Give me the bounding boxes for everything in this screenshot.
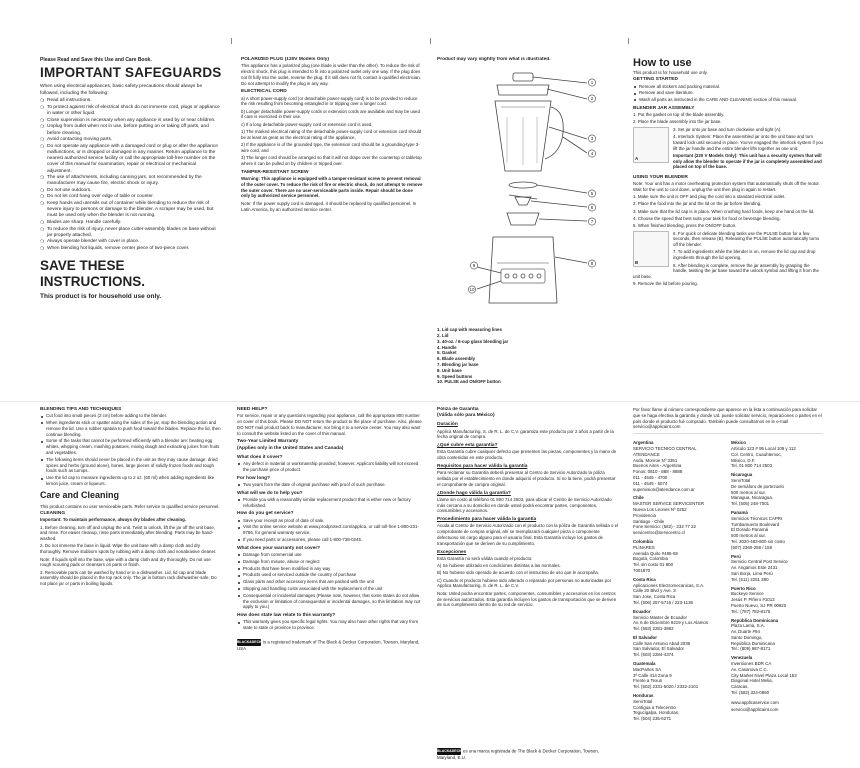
procedimiento-heading: Procedimiento para hacer válida la garantía <box>437 517 537 523</box>
cleaning-step: 1. Before cleaning, turn off and unplug the unit. Twist to unlock, lift the jar off the unit base, and rinse. For easier cleanup, rinse parts immediately after blending. Parts may be hand-washed. <box>40 524 216 542</box>
service-website[interactable]: www.applicaservice.com <box>731 699 779 705</box>
tips-heading: BLENDING TIPS AND TECHNIQUES <box>40 407 122 412</box>
center-line: MASTER SERVICE SERVICENTER <box>633 501 705 507</box>
jar-step-1: 1. Put the gasket on top of the blade assembly. <box>633 112 725 118</box>
center-line: Tel. (502) 2331-5020 / 2332-2101 <box>633 684 699 690</box>
center-line: Jesús P. Piñero #1013 <box>731 597 775 603</box>
tip-item: Some of the tasks that cannot be performed efficiently with a blender are: beating egg whites, whipping cream, mashing potatoes, mixing dough and extracting juices from fruits and vegetables. <box>40 438 222 455</box>
center-line: Nueva Los Leones Nº 0252 <box>633 506 687 512</box>
getting-started-item: Remove and save literature. <box>633 90 823 96</box>
tip-item: Use the lid cap to measure ingredients up to 2 oz. (60 ml) when adding ingredients like lemon juice, cream or liqueurs. <box>40 475 222 487</box>
electrical-panel <box>241 57 423 214</box>
service-centers-left <box>633 437 725 722</box>
country-name: Argentina <box>633 440 654 446</box>
cord-rule: 2) If the appliance is of the grounded type, the extension cord should be a grounding-type 3-wire cord, and <box>241 142 420 153</box>
unit-base-shape <box>489 237 557 303</box>
warranty-q5: What does your warranty not cover? <box>237 545 321 551</box>
center-line: City Market Nivel Plaza Local 153 <box>731 672 797 678</box>
excepcion-item: A) Se hubiese utilizado en condiciones distintas a las normales. <box>437 563 561 569</box>
part-label: 3. 40-oz. / 6-cup glass blending jar <box>437 338 509 344</box>
center-line: Caracas. <box>731 684 749 690</box>
read-note: Please Read and Save this Use and Care Book. <box>40 57 152 63</box>
care-cleaning-title: Care and Cleaning <box>40 489 120 500</box>
country-name: El Salvador <box>633 634 657 640</box>
warranty-q3: What will we do to help you? <box>237 490 303 496</box>
country-name: Chile <box>633 495 644 501</box>
country-name: Panamá <box>731 509 748 515</box>
tip-item: When ingredients stick or spatter along the sides of the jar, stop the blending action and remove the lid. Use a rubber spatula to push food toward the blades. Replace the lid, then continue blending. <box>40 420 222 437</box>
center-line: Tegucigalpa, Honduras, <box>633 710 680 716</box>
callout-number: 3 <box>590 136 594 142</box>
center-line: MacPartes SA <box>633 666 662 672</box>
poliza-panel <box>437 407 619 761</box>
service-center <box>731 510 823 551</box>
using-blender-heading: USING YOUR BLENDER <box>633 174 688 180</box>
center-line: supervision@atendance.com.ar <box>633 486 695 492</box>
exclusion-item: Damage from misuse, abuse or neglect <box>237 559 423 565</box>
center-line: México, D.F. <box>731 457 756 463</box>
parts-legend <box>437 327 619 385</box>
service-center <box>731 440 823 469</box>
service-item: Visit the online service website at www.prodprotect.com/applica, or call toll-free 1-800-231-9786, for general warranty service. <box>237 524 423 536</box>
center-line: SERVICIO TECNICO CENTRAL <box>633 445 697 451</box>
service-center <box>633 661 725 690</box>
center-line: 500 metros al sur. <box>731 489 766 495</box>
excepciones-intro: Esta Garantía no será válida cuando el producto: <box>437 555 533 561</box>
jar-step-4: 4. Interlock System: Place the assembled jar onto the unit base and turn toward lock until secured in place. You've engaged the interlock system if you lift the jar handle and the entire blender lifts together as one unit. <box>673 133 823 151</box>
center-line: ATENDANCE <box>633 451 660 457</box>
safeguards-title: IMPORTANT SAFEGUARDS <box>40 65 222 81</box>
center-line: 500 metros al sur. <box>731 533 766 539</box>
fold-mark <box>231 38 232 44</box>
center-line: Tel. (504) 235-6271 <box>633 716 672 722</box>
service-centers <box>633 437 823 722</box>
center-line: Col. Centro, Cuauhtemoc, <box>731 451 782 457</box>
poliza-title: Póliza de Garantía <box>437 407 479 412</box>
duracion-text: Applica Manufacturing, S. de R. L. de C.V. garantiza este producto por 2 años a partir de la fecha original de compra. <box>437 428 614 440</box>
safeguards-list <box>40 98 222 252</box>
service-center <box>633 495 725 536</box>
center-line: Asda. Monroe Nº 3351 <box>633 457 678 463</box>
service-centers-panel <box>633 407 823 722</box>
parts-panel <box>437 57 619 385</box>
safeguard-item: ❍ Close supervision is necessary when any appliance is used by or near children. <box>40 118 222 124</box>
use-step: 2. Place the food into the jar and the lid on the jar before blending. <box>633 201 762 207</box>
blender-illustration <box>437 67 619 325</box>
center-line: Tel. 3020-483-800 sin costo <box>731 538 785 544</box>
household-note: This product is for household use only. <box>40 293 162 301</box>
safeguards-intro: When using electrical appliances, basic safety precautions should always be followed, including the following: <box>40 84 203 96</box>
center-line: Tel. (582) 324-0860 <box>731 690 770 696</box>
service-center <box>731 618 823 653</box>
country-name: Puerto Rico <box>731 585 756 591</box>
center-line: Calle 20 Blvd y Ave. 3 <box>633 588 676 594</box>
safeguard-item: ❍ To reduce the risk of injury, never place cutter-assembly blades on base without jar properly attached. <box>40 227 222 239</box>
tip-item: Cut food into small pieces (2 cm) before adding to the blender. <box>40 413 222 419</box>
safeguard-item: ❍ When blending hot liquids, remove center piece of two-piece cover. <box>40 246 222 252</box>
duracion-heading: Duración <box>437 422 458 428</box>
center-line: ServiTotal <box>633 698 653 704</box>
exclusion-item: Glass parts and other accessory items that are packed with the unit <box>237 579 423 585</box>
cord-rule: c) If a long detachable power-supply cord or extension cord is used, <box>241 121 373 127</box>
center-line: 011 - 4545 - 4700 <box>633 474 668 480</box>
center-line: De semáforo de portezuelo <box>731 483 784 489</box>
service-center <box>731 586 823 615</box>
warranty-a6: This warranty gives you specific legal rights. You may also have other rights that vary from state to state or province to province. <box>237 619 423 631</box>
safeguard-item: ❍ Read all instructions. <box>40 98 222 104</box>
warranty-q4: How do you get service? <box>237 511 294 517</box>
warranty-q2: For how long? <box>237 475 271 481</box>
center-line: San Salvador, El Salvador <box>633 646 685 652</box>
care-intro: This product contains no user serviceable parts. Refer service to qualified service personnel. <box>40 503 220 509</box>
handle-shape <box>545 107 563 159</box>
center-line: Av. Casanova C.C. <box>731 666 768 672</box>
service-center <box>731 655 823 696</box>
callout-number: 9 <box>472 263 476 269</box>
country-name: Colombia <box>633 538 654 544</box>
center-line: Fonos: 0810 - 888 - 8888 <box>633 469 683 475</box>
save-instructions-title: SAVE THESE INSTRUCTIONS. <box>40 258 146 290</box>
safeguard-item: ❍ Keep hands and utensils out of container while blending to reduce the risk of severe injury to persons or damage to the blender. A scraper may be used, but must be used only when the blender is not running. <box>40 201 222 220</box>
lid-shape <box>497 85 549 95</box>
horizontal-fold <box>0 401 860 402</box>
how-to-use-panel <box>633 57 823 289</box>
center-line: Tel. (511) 2251 380 <box>731 576 769 582</box>
part-label: 4. Handle <box>437 344 457 350</box>
center-line: Tel. (503) 2284-4374 <box>633 652 674 658</box>
country-name: Perú <box>731 553 741 559</box>
center-line: Servicio Central Post Service <box>731 559 788 565</box>
center-line: Providencia <box>633 512 656 518</box>
service-center <box>633 635 725 658</box>
callout-number: 4 <box>590 151 594 157</box>
cleaning-important: Important: To maintain performance, always dry blades after cleaning. <box>40 517 187 523</box>
warranty-q6: How does state law relate to this warranty? <box>237 613 336 619</box>
center-line: Calle San Antonio Abad 2038 <box>633 640 691 646</box>
warranty-heading: Two-Year Limited Warranty <box>237 439 299 445</box>
service-center <box>731 554 823 583</box>
use-step: 5. When finished blending, press the ON/OFF button. <box>633 223 737 229</box>
tip-item: The following items should never be placed in the unit as they may cause damage: dried spices and herbs (ground alone), bones, large pieces of solidly frozen foods and tough foods such as turnips. <box>40 457 222 474</box>
center-line: Puerto Nuevo, SJ PR 00920 <box>731 602 787 608</box>
country-name: Nicaragua <box>731 472 753 478</box>
jar-step-3: 3. Set jar onto jar base and turn clockwise until tight (A). <box>673 126 782 132</box>
center-line: Tel. (506) 257-5716 / 223-1136 <box>633 599 693 605</box>
service-center <box>633 440 725 492</box>
use-step-8: 8. After blending is complete, remove the jar assembly by grasping the handle, twisting the jar base toward the unlock symbol and lifting it from the unit base. <box>633 262 819 280</box>
safeguard-item: ❍ Avoid contacting moving parts. <box>40 137 222 143</box>
part-label: 1. Lid cap with measuring lines <box>437 327 502 333</box>
fold-mark <box>628 38 629 44</box>
cleaning-heading: CLEANING <box>40 511 66 517</box>
warranty-a2: Two years from the date of original purchase with proof of such purchase. <box>237 482 423 488</box>
donde-text: Llame sin costo al teléfono 01 800 714 2503, para ubicar el Centro de Servicio Autorizado más cercano a su domicilio en donde usted podrá encontrar partes, componentes, consumibles y accesorios. <box>437 496 612 514</box>
center-line: República Dominicana <box>731 640 775 646</box>
cord-rule: 1) The marked electrical rating of the detachable power-supply cord or extension cord should be at least as great as the electrical rating of the appliance, <box>241 129 422 140</box>
exclusion-item: Damage from commercial use <box>237 552 423 558</box>
service-list <box>237 518 423 543</box>
center-line: Santiago - Chile <box>633 518 665 524</box>
center-line: Diagonal Hotel Melia, <box>731 678 773 684</box>
tamper-screw-heading: TAMPER-RESISTANT SCREW <box>241 169 309 175</box>
service-item: If you need parts or accessories, please call 1-800-738-0245. <box>237 537 423 543</box>
center-line: Contigua a Telecentro <box>633 704 676 710</box>
center-line: Tel. 01 800 714 2503 <box>731 463 773 469</box>
cord-rule: b) Longer detachable power-supply cords or extension cords are available and may be used if care is exercised in their use. <box>241 108 420 120</box>
center-line: Av. Angamos Este 2431 <box>731 565 778 571</box>
center-line: Servicios Técnicos CAPRI <box>731 515 783 521</box>
center-line: Avenida Quito #486-59 <box>633 550 678 556</box>
center-line: Plaza Lama, S.A. <box>731 623 765 629</box>
callout-number: 5 <box>590 191 594 197</box>
blender-diagram <box>437 67 619 325</box>
service-email[interactable]: servicio@applicaint.com <box>731 707 779 713</box>
using-steps <box>633 194 823 229</box>
callout-number: 10 <box>469 287 475 293</box>
center-line: ServiTotal <box>731 477 751 483</box>
country-name: Ecuador <box>633 608 651 614</box>
warranty-a1: Any defect in material or workmanship provided; however, Applica's liability will not exceed the purchase price of product. <box>237 461 423 473</box>
center-line: Tel. (593) 2281-3882 <box>633 626 674 632</box>
center-line: Bogotá, Colombia <box>633 556 668 562</box>
part-label: 6. Blade assembly <box>437 356 476 362</box>
service-center <box>633 539 725 574</box>
getting-started-heading: GETTING STARTED <box>633 77 678 83</box>
lid-cap-shape <box>513 73 533 81</box>
callout-number: 7 <box>590 219 594 225</box>
cord-rule: a) A short power-supply cord (or detachable power-supply cord) is to be provided to reduce the risk resulting from becoming entangled in or tripping over a longer cord. <box>241 95 418 107</box>
center-line: Tumbamuerto Boulevard <box>731 521 780 527</box>
center-line: Inversiones BDR CA <box>731 661 772 667</box>
cord-note: Note: If the power supply cord is damaged, it should be replaced by qualified personnel. In Latin America, by an authorized service center. <box>241 201 417 213</box>
exclusion-item: Shipping and handling costs associated with the replacement of the unit <box>237 586 423 592</box>
use-step-9: 9. Remove the lid before pouring. <box>633 281 698 287</box>
polarized-plug-heading: POLARIZED PLUG (120V Models Only) <box>241 57 329 62</box>
center-line: Av. Duarte #94 <box>731 629 760 635</box>
country-name: República Dominicana <box>731 617 779 623</box>
center-line: PLINARES <box>633 544 655 550</box>
center-line: 011 - 4545 - 5074 <box>633 480 668 486</box>
center-line: El Dorado Panamá <box>731 527 769 533</box>
callout-number: 2 <box>590 96 594 102</box>
black-decker-logo: BLACK&DECKER <box>437 749 467 754</box>
exclusions-list <box>237 552 423 610</box>
warranty-panel <box>237 407 423 652</box>
electrical-cord-list <box>241 96 423 167</box>
service-item: Save your receipt as proof of date of sale. <box>237 518 423 524</box>
center-line: 3ª Calle 414 Zona 9 <box>633 672 672 678</box>
center-line: 7001870 <box>633 567 651 573</box>
center-line: Articulo 123 # 95 Local 109 y 112 <box>731 445 796 451</box>
exclusion-item: Consequential or incidental damages (Please note, however, that some states do not allow the exclusion or limitation of consequential or incidental damages, so this limitation may not apply to you.) <box>237 593 423 610</box>
jar-important: Important (220 V Models Only): This unit has a security system that will only allow the blender to operate if the jar is completely assembled and placed on top of the base. <box>673 152 822 170</box>
callout-number: 8 <box>590 261 594 267</box>
use-step-6: 6. For quick or delicate blending tasks use the PULSE button for a few seconds, then release (B). Releasing the PULSE button automatically turns off the blender. <box>673 230 820 248</box>
callout-number: 1 <box>590 80 594 86</box>
part-label: 2. Lid <box>437 333 449 338</box>
excepciones-note: Nota: Usted podra encontrar partes, componentes, consumibles y accesorios en los centros de servicios autorizados. Esta garantía incluyen los gastos de transportación que se deriven de sus cumplimiento dentro de su red de servicio. <box>437 590 617 608</box>
center-line: Tel. (505) 248-7001 <box>731 501 770 507</box>
electrical-cord-heading: ELECTRICAL CORD <box>241 89 287 95</box>
center-line: Fone Servicio: (582) - 232 77 22 <box>633 524 696 530</box>
part-label: 5. Gasket <box>437 350 457 356</box>
cord-rule: 3) The longer cord should be arranged so that it will not drape over the countertop or tabletop where it can be pulled on by children or tripped over. <box>241 155 422 167</box>
figure-a: A <box>633 127 669 163</box>
center-line: Tel. sin costo 01 800 <box>633 562 674 568</box>
tips-list <box>40 413 222 487</box>
service-center <box>633 609 725 632</box>
getting-started-list <box>633 84 823 103</box>
center-line: San Jose, Costa Rica <box>633 594 676 600</box>
use-step: 4. Choose the speed that best suits your task for food or beverage blending. <box>633 215 781 221</box>
service-intro: Por favor llame al número correspondiente que aparece en la lista a continuación para solicitar que se haga efectiva la garantía y donde Ud. puede solicitar servicio, reparaciones o partes en el país donde el producto fué comprado. También puede consultarnos en le e-mail servicio@applicaint.com <box>633 407 823 434</box>
requisitos-heading: Requisitos para hacer válida la garantía <box>437 464 528 469</box>
country-name: Venezuela <box>731 655 753 661</box>
procedimiento-text: Acuda al Centro de Servicio Autorizado con el producto con la póliza de Garantía sellada o el comprobante de compra original, ahí se reemplazará cualquier pieza o componente defectuoso sin cargo alguno para el usuario final. Esta Garantía incluye los gastos de transportación que se deriven de su cumplimiento. <box>437 523 619 546</box>
center-line: Frente a Texun <box>633 678 663 684</box>
safeguard-item: ❍ Blades are sharp. Handle carefully. <box>40 220 222 226</box>
safeguard-item: ❍ To protect against risk of electrical shock do not immerse cord, plugs or appliance in water or other liquid. <box>40 105 222 117</box>
safeguard-item: ❍ The use of attachments, including canning jars, not recommended by the manufacturer may cause fire, electric shock or injury. <box>40 175 222 187</box>
trademark-line: BLACK&DECKERis a registered trademark of The Black & Decker Corporation, Towson, Maryland, USA <box>237 639 420 651</box>
center-line: Aplicaciones Electromecanicas, S.A. <box>633 582 705 588</box>
donde-heading: ¿Donde hago válida la garantía? <box>437 490 511 496</box>
jar-step-2: 2. Place the blade assembly into the jar base. <box>633 119 722 125</box>
warranty-scope: (Applies only in the United States and Canada) <box>237 445 344 451</box>
product-varies-note: Product may vary slightly from what is illustrated. <box>437 57 551 62</box>
polarized-plug-text: This appliance has a polarized plug (one blade is wider than the other). To reduce the risk of electric shock, this plug is intended to fit into a polarized outlet only one way. If the plug does not fit fully into the outlet, reverse the plug. If it still does not fit, contact a qualified electrician. Do not attempt to modify the plug in any way. <box>241 63 421 86</box>
excepcion-item: B) No hubiese sido operado de acuerdo con el instructivo de uso que le acompaña. <box>437 570 600 576</box>
getting-started-item: Wash all parts as instructed in the CARE AND CLEANING section of this manual. <box>633 97 823 103</box>
country-name: México <box>731 440 746 446</box>
cubre-heading: ¿Qué cubre esta garantía? <box>437 443 498 449</box>
cubre-text: Esta Garantía cubre cualquier defecto que presenten las piezas, componentes y la mano de obra contenidas en este producto. <box>437 449 617 461</box>
country-name: Guatemala <box>633 661 656 667</box>
safeguard-item: ❍ Do not let cord hang over edge of table or counter. <box>40 194 222 200</box>
safeguard-item: ❍ Always operate blender with cover in place. <box>40 239 222 245</box>
fold-mark <box>430 38 431 44</box>
country-name: Honduras <box>633 693 654 699</box>
safeguards-panel <box>40 57 222 301</box>
exclusion-item: Products that have been modified in any way <box>237 566 423 572</box>
overheating-note: Note: Your unit has a motor overheating protection system that automatically shuts off the motor. Wait for the unit to cool down, unplug the unit then plug in again to restart. <box>633 180 820 192</box>
service-center <box>633 693 725 722</box>
cleaning-note: Note: If liquids spill into the base, wipe with a damp cloth and dry thoroughly. Do not use rough scouring pads or cleansers on parts or finish. <box>40 556 211 568</box>
service-center <box>731 472 823 507</box>
safeguard-item: ❍ Unplug from outlet when not in use, before putting on or taking off parts, and before cleaning. <box>40 124 222 136</box>
excepciones-list <box>437 563 619 589</box>
center-line: Buckeye Service <box>731 591 764 597</box>
household-only: This product is for household use only. <box>633 70 708 75</box>
excepcion-item: C) Cuando el producto hubiese sido alterado o reparado por personas no autorizadas por Applica Manufacturing, S. de R. L. de C.V. <box>437 577 612 589</box>
jar-base-shape <box>507 213 539 225</box>
gasket-shape <box>509 182 537 188</box>
use-step-7: 7. To add ingredients while the blender is on, remove the lid cap and drop ingredients through the lid opening. <box>673 249 816 261</box>
figure-b: B <box>633 231 669 267</box>
center-line: San Borja, Lima Perú <box>731 570 773 576</box>
need-help-heading: NEED HELP? <box>237 407 268 412</box>
country-name: Costa Rica <box>633 576 656 582</box>
jar-assembly-heading: BLENDER JAR ASSEMBLY <box>633 105 695 111</box>
cleaning-steps <box>40 525 222 555</box>
how-to-use-title: How to use <box>633 57 692 69</box>
use-step: 1. Make sure the unit is OFF and plug the cord into a standard electrical outlet. <box>633 194 786 200</box>
need-help-text: For service, repair or any questions regarding your appliance, call the appropriate 800 number on cover of this book. Please DO NOT return the product to the place of purchase. Also, please DO NOT mail product back to manufacturer, nor bring it to a service center. You may also want to consult the website listed on the cover of this manual. <box>237 413 422 436</box>
center-line: Buenos Aires - Argentina <box>633 463 682 469</box>
center-line: Tel.: (809) 687-8171 <box>731 646 771 652</box>
tips-care-panel <box>40 407 222 589</box>
center-line: Servicio Master de Ecuador <box>633 614 687 620</box>
excepciones-heading: Excepciones <box>437 549 467 555</box>
center-line: Tel.: (787) 782-8175 <box>731 608 771 614</box>
part-label: 7. Blending jar base <box>437 361 479 367</box>
center-line: Managua, Nicaragua. <box>731 495 773 501</box>
cleaning-step: 2. Do not immerse the base in liquid. Wipe the unit base with a damp cloth and dry thoroughly. Remove stubborn spots by rubbing with a damp cloth and nonabrasive cleaner. <box>40 543 217 555</box>
center-line: (507) 2360-258 / 159 <box>731 544 773 550</box>
warranty-a3: Provide you with a reasonably similar replacement product that is either new or factory refurbished. <box>237 497 423 509</box>
trademark-line-es: BLACK&DECKERes una marca registrada de The Black & Decker Corporation, Towson, Maryland, E.U. <box>437 748 600 761</box>
part-label: 10. PULSE and ON/OFF button <box>437 379 501 385</box>
safeguard-item: ❍ Do not operate any appliance with a damaged cord or plug or after the appliance malfunctions, or is dropped or damaged in any manner. Return appliance to the nearest authorized service facility or call the appropriate toll-free number on the cover of this manual for examination, repair or electrical or mechanical adjustment. <box>40 144 222 175</box>
center-line: Av. 6 de Diciembre 9219 y Los Alamos <box>633 620 709 626</box>
black-decker-logo: BLACK&DECKER <box>237 639 267 644</box>
service-center <box>633 577 725 606</box>
part-label: 8. Unit base <box>437 367 462 373</box>
safeguard-item: ❍ Do not use outdoors. <box>40 188 222 194</box>
getting-started-item: Remove all stickers and packing material. <box>633 84 823 90</box>
requisitos-text: Para reclamar su Garantía deberá presentar al Centro de Servicio Autorizado la póliza sellada por el establecimiento en donde adquirió el producto. Si no la tiene, podrá presentar el comprobante de compra original. <box>437 470 616 487</box>
callout-number: 6 <box>590 205 594 211</box>
center-line: servicentro@servicentro.cl <box>633 530 685 536</box>
part-label: 9. Speed buttons <box>437 373 473 379</box>
service-centers-right <box>731 437 823 722</box>
use-step: 3. Make sure that the lid cap is in place. When crushing hard foods, keep one hand on the lid. <box>633 208 815 214</box>
center-line: Santo Domingo, <box>731 634 763 640</box>
tamper-warning: Warning: This appliance is equipped with a tamper-resistant screw to prevent removal of the outer cover. To reduce the risk of fire or electric shock, do not attempt to remove the outer cover. There are no user-serviceable parts inside. Repair should be done only by authorized service personnel. <box>241 176 423 199</box>
exclusion-item: Products used or serviced outside the country of purchase <box>237 572 423 578</box>
warranty-q1: What does it cover? <box>237 454 283 460</box>
poliza-scope: (Válida sólo para México) <box>437 413 495 419</box>
cleaning-step-3: 3. Removable parts can be washed by hand or in a dishwasher. Lid, lid cap and blade assembly should be placed in the top rack only. The jar is bottom rack dishwasher-safe. Do not place jar or parts in boiling liquids. <box>40 569 217 587</box>
